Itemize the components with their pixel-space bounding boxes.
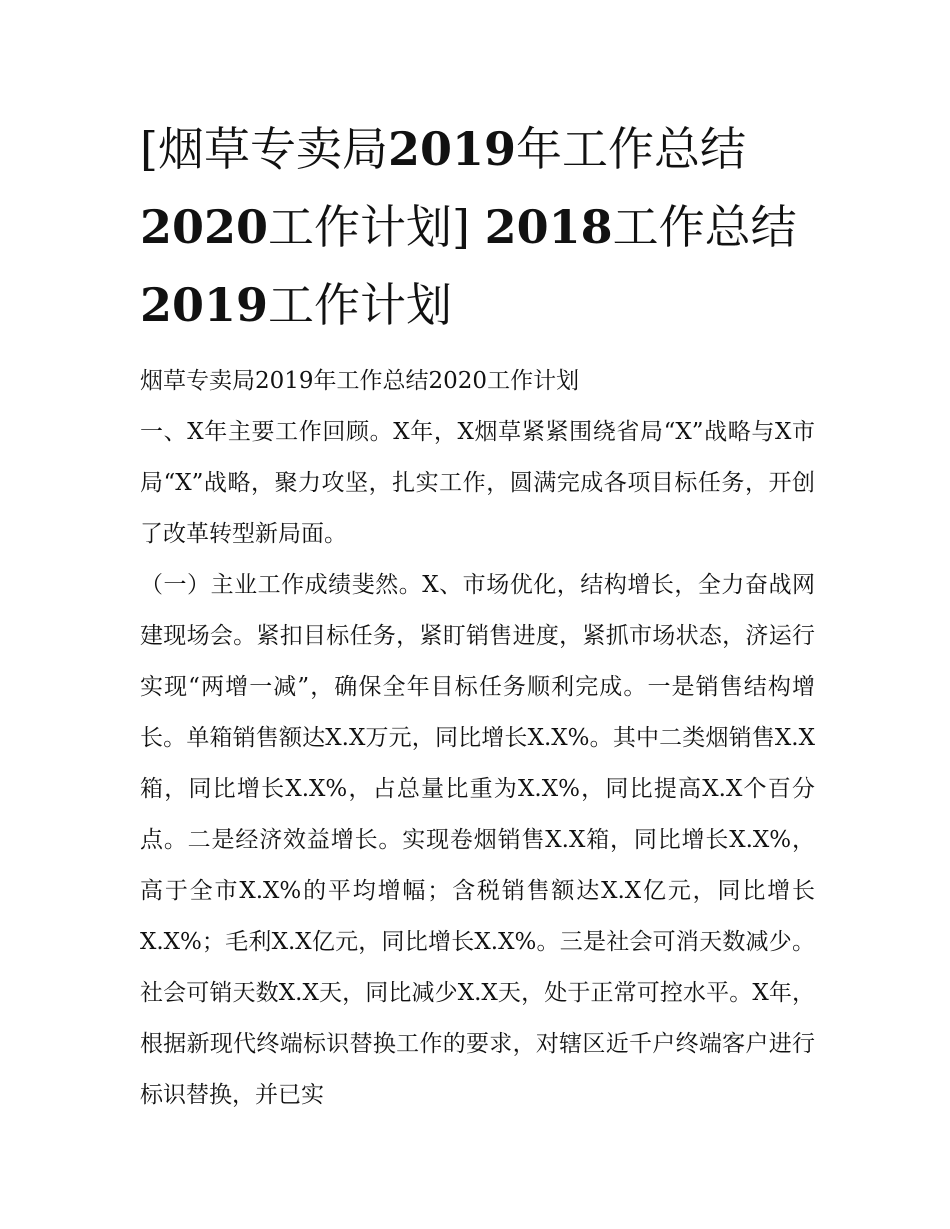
title-part: 年工作总结 xyxy=(515,122,746,176)
title-part: 2019 xyxy=(387,122,516,176)
subtitle-line: 烟草专卖局2019年工作总结2020工作计划 xyxy=(140,368,580,394)
paragraph-1: 一、X年主要工作回顾。X年，X烟草紧紧围绕省局“X”战略与X市局“X”战略，聚力攻坚，扎实工作，圆满完成各项目标任务，开创了改革转型新局面。 xyxy=(140,419,815,547)
title-part: 2018 xyxy=(484,200,613,254)
title-part: 2020 xyxy=(140,200,269,254)
title-part: 工作计划] xyxy=(268,200,470,254)
title-part: [烟草专卖局 xyxy=(140,122,388,176)
title-part: 2019 xyxy=(140,278,269,332)
title-part: 工作计划 xyxy=(268,278,453,332)
paragraph-2: （一）主业工作成绩斐然。X、市场优化，结构增长，全力奋战网建现场会。紧扣目标任务，紧盯销售进度，紧抓市场状态，济运行实现“两增一减”，确保全年目标任务顺利完成。一是销售结构增长。单箱销售额达X.X万元，同比增长X.X%。其中二类烟销售X.X箱，同比增长X.X%，占总量比重为X.X%，同比提高X.X个百分点。二是经济效益增长。实现卷烟销售X.X箱，同比增长X.X%，高于全市X.X%的平均增幅；含税销售额达X.X亿元，同比增长X.X%；毛利X.X亿元，同比增长X.X%。三是社会可消天数减少。社会可销天数X.X天，同比减少X.X天，处于正常可控水平。X年，根据新现代终端标识替换工作的要求，对辖区近千户终端客户进行标识替换，并已实 xyxy=(140,572,815,1108)
title-part: 工作总结 xyxy=(612,200,797,254)
document-body xyxy=(140,356,815,1121)
document-title xyxy=(140,110,820,344)
